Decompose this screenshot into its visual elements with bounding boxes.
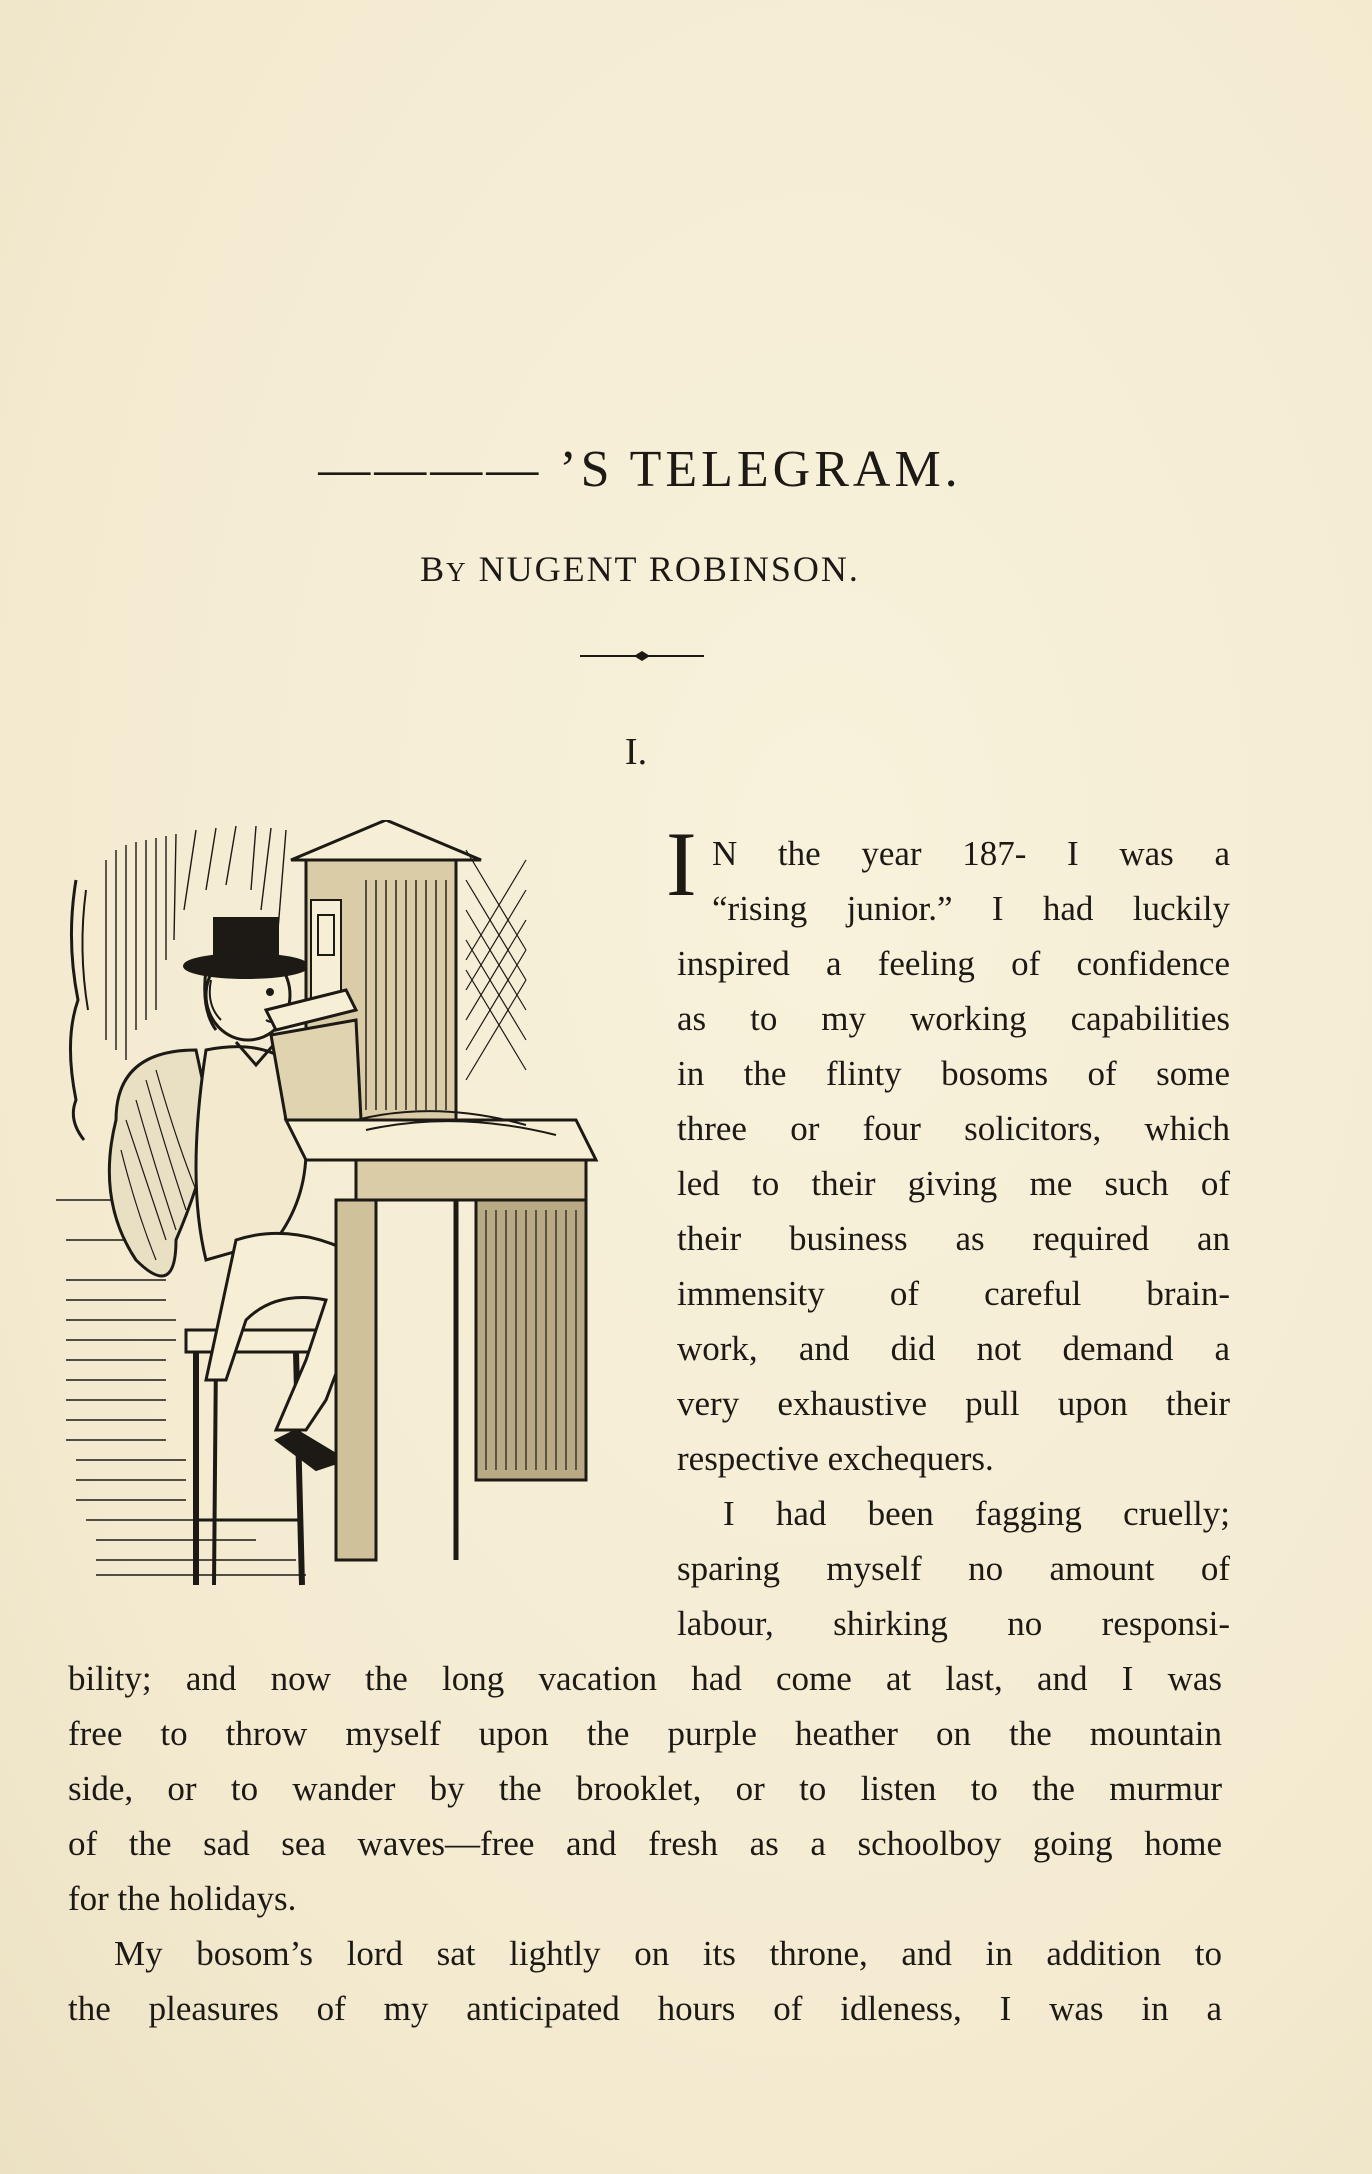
text-line: free to throw myself upon the purple heather on the mountain [68,1714,1222,1753]
text-line: side, or to wander by the brooklet, or to listen to the murmur [68,1769,1222,1808]
text-line: sparing myself no amount of [677,1549,1230,1588]
author-name: NUGENT ROBINSON. [478,549,860,589]
text-line: in the flinty bosoms of some [677,1054,1230,1093]
text-line: their business as required an [677,1219,1230,1258]
text-line: labour, shirking no responsi- [677,1604,1230,1643]
drop-cap: I [666,813,697,915]
ornament-rule [580,648,704,664]
byline [0,548,1280,590]
text-line: very exhaustive pull upon their [677,1384,1230,1423]
text-line: for the holidays. [68,1879,297,1918]
text-line: work, and did not demand a [677,1329,1230,1368]
text-line: My bosom’s lord sat lightly on its throne, and in addition to [114,1934,1222,1973]
text-line: N the year 187- I was a [712,834,1230,873]
page-title: ———— ’S TELEGRAM. [318,441,962,498]
text-line: respective exchequers. [677,1439,994,1478]
telegraph-boy-engraving [56,820,646,1600]
text-line: I had been fagging cruelly; [723,1494,1230,1533]
text-line: as to my working capabilities [677,999,1230,1038]
text-line: “rising junior.” I had luckily [712,889,1230,928]
text-line: bility; and now the long vacation had come at last, and I was [68,1659,1222,1698]
text-line: of the sad sea waves—free and fresh as a schoolboy going home [68,1824,1222,1863]
byline-by: B [420,549,447,589]
section-numeral: I. [624,731,648,773]
text-line: immensity of careful brain- [677,1274,1230,1313]
text-line: the pleasures of my anticipated hours of idleness, I was in a [68,1989,1222,2028]
text-line: led to their giving me such of [677,1164,1230,1203]
byline-by-small: Y [446,557,468,587]
text-line: inspired a feeling of confidence [677,944,1230,983]
text-line: three or four solicitors, which [677,1109,1230,1148]
